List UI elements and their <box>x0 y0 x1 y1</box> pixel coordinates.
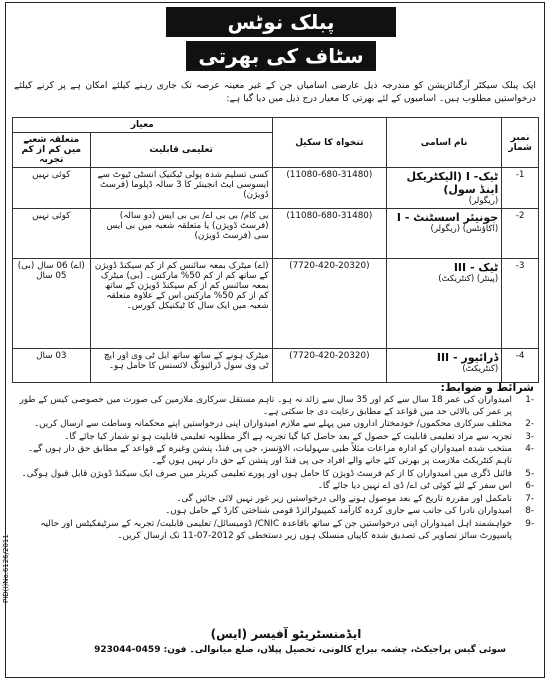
row-post <box>387 209 502 259</box>
advertisement-page <box>2 2 545 678</box>
table-row <box>13 349 539 383</box>
staff-recruitment-banner: سٹاف کی بھرتی <box>186 41 376 71</box>
condition-number: 2- <box>525 419 534 430</box>
header-criteria: معیار <box>13 118 273 133</box>
post-title: ڈرائیور - III <box>436 351 499 364</box>
post-type: (پینٹر) (کنٹریکٹ) <box>438 274 499 284</box>
list-item <box>14 469 536 481</box>
condition-number: 8- <box>525 506 534 517</box>
row-qualification: کسی تسلیم شدہ پولی ٹیکنیک انسٹی ٹیوٹ سے ایسوسی ایٹ انجینئر کا 3 سالہ ڈپلوما (فرسٹ ڈویژن) <box>90 168 272 209</box>
header-post: نام اسامی <box>387 118 502 168</box>
condition-text: منتخب شدہ امیدواران کو ادارہ مراعات مثلاً طبی سہولیات، الاؤنسز، جی پی فنڈ، پنشن وغیرہ کے قواعد کے مطابق حق دار ہوں گے۔ تاہم کنٹریکٹ ملازمت پر بھرتی کئے جانے والے افراد جی پی فنڈ اور پنشن کے حق دار نہیں ہوں گے۔ <box>27 444 512 466</box>
row-no: 3- <box>502 259 539 349</box>
post-type: (اکاؤنٹس) (ریگولر) <box>430 224 499 234</box>
list-item <box>14 444 536 467</box>
administrative-officer-title: ایڈمنسٹریٹو آفیسر (ایس) <box>210 627 362 641</box>
public-notice-banner: پبلک نوٹس <box>166 7 396 37</box>
conditions-title: شرائط و ضوابط: <box>440 381 534 394</box>
header-qualification: تعلیمی قابلیت <box>90 133 272 168</box>
row-experience: کوئی نہیں <box>13 209 91 259</box>
list-item <box>14 419 536 431</box>
row-post <box>387 168 502 209</box>
row-no: 1- <box>502 168 539 209</box>
list-item <box>14 519 536 542</box>
list-item <box>14 395 536 418</box>
conditions-list <box>14 395 536 543</box>
table-row <box>13 259 539 349</box>
condition-text: اس سفر کے لئے کوئی ٹی اے/ ڈی اے نہیں دیا جائے گا۔ <box>317 481 512 492</box>
post-type: (کنٹریکٹ) <box>462 364 499 374</box>
condition-text: خواہشمند اہل امیدواران اپنی درخواستیں جن کے ساتھ باقاعدہ CNIC/ ڈومیسائل/ تعلیمی قابلیت/ تجربہ کے سرٹیفکیٹس اور حالیہ پاسپورٹ سائز تصاویر کی تصدیق شدہ کاپیاں منسلک ہوں زیر دستخطی کو 2012-07-11 تک ارسال کریں۔ <box>40 518 512 541</box>
list-item <box>14 481 536 493</box>
row-experience: 03 سال <box>13 349 91 383</box>
condition-number: 9- <box>525 518 534 529</box>
pid-number: PID(I)No.6126/2011 <box>2 534 10 603</box>
row-experience: کوئی نہیں <box>13 168 91 209</box>
list-item <box>14 506 536 518</box>
header-experience: متعلقہ شعبے میں کم از کم تجربہ <box>13 133 91 168</box>
table-row <box>13 209 539 259</box>
condition-number: 7- <box>525 493 534 504</box>
condition-number: 5- <box>525 468 534 479</box>
row-pay: (7720-420-20320) <box>272 259 386 349</box>
header-pay: تنخواہ کا سکیل <box>272 118 386 168</box>
condition-number: 4- <box>525 444 534 455</box>
header-no: نمبر شمار <box>502 118 539 168</box>
condition-text: امیدواران کی عمر 18 سال سے کم اور 35 سال سے زائد نہ ہو۔ تاہم مستقل سرکاری ملازمین کی صورت میں خصوصی کیس کے طور پر عمر کی بالائی حد میں قواعد کے مطابق رعایت دی جا سکتی ہے۔ <box>19 395 512 417</box>
condition-text: فائنل ڈگری میں امیدواران کا از کم فرسٹ ڈویژن کا حامل ہوں اور پورے تعلیمی کیریئر میں صرف ایک سیکنڈ ڈویژن قابل قبول ہوگی۔ <box>21 468 512 479</box>
condition-number: 3- <box>525 431 534 442</box>
contact-address: سوئی گیس پراجیکٹ، چشمہ بیراج کالونی، تحصیل پپلاں، ضلع میانوالی۔ فون: 0459-923044 <box>94 645 506 655</box>
condition-text: نامکمل اور مقررہ تاریخ کے بعد موصول ہونے والی درخواستیں زیر غور نہیں لائی جائیں گی۔ <box>176 493 512 504</box>
table-row <box>13 168 539 209</box>
post-title: ٹیک - III <box>453 261 499 274</box>
row-pay: (11080-680-31480) <box>272 209 386 259</box>
intro-paragraph: ایک پبلک سیکٹر آرگنائزیشن کو مندرجہ ذیل عارضی اسامیاں جن کے غیر معینہ عرصہ تک جاری رہنے کیلئے امکان ہے پر کرنے کیلئے درخواستیں مطلوب ہیں۔ اسامیوں کے لئے بھرتی کا معیار درج ذیل میں دیا گیا ہے: <box>14 80 536 104</box>
condition-text: مختلف سرکاری محکموں/ خودمختار اداروں میں پہلے سے ملازم امیدواران اپنی درخواستیں اپنے محکمانہ وساطت سے ارسال کریں۔ <box>33 419 512 430</box>
list-item <box>14 494 536 506</box>
row-post <box>387 349 502 383</box>
condition-number: 1- <box>525 395 534 405</box>
list-item <box>14 432 536 444</box>
row-post <box>387 259 502 349</box>
row-no: 2- <box>502 209 539 259</box>
row-qualification: بی کام/ بی بی اے/ بی بی ایس (دو سالہ) (فرسٹ ڈویژن) یا متعلقہ شعبہ میں بی ایس سی (فرسٹ ڈویژن) <box>90 209 272 259</box>
condition-text: تجربہ سے مراد تعلیمی قابلیت کے حصول کے بعد حاصل کیا گیا تجربہ ہے اگر مطلوبہ تعلیمی قابلیت ہو تو شمار کیا جائے گا۔ <box>64 431 512 442</box>
condition-text: امیدواران نادرا کی جانب سے جاری کردہ کارآمد کمپیوٹرائزڈ قومی شناختی کارڈ کے حامل ہوں۔ <box>165 506 512 517</box>
row-qualification: میٹرک ہونے کے ساتھ ساتھ ایل ٹی وی اور ایچ ٹی وی سول ڈرائیونگ لائسنس کا حامل ہو۔ <box>90 349 272 383</box>
row-pay: (11080-680-31480) <box>272 168 386 209</box>
post-title: جونیئر اسسٹنٹ - I <box>396 211 499 224</box>
row-pay: (7720-420-20320) <box>272 349 386 383</box>
condition-number: 6- <box>525 481 534 492</box>
row-qualification: (اے) میٹرک بمعہ سائنس کم از کم سیکنڈ ڈویژن کے ساتھ کم از کم 50% مارکس۔ (بی) میٹرک بمعہ سائنس کم از کم سیکنڈ ڈویژن کے ساتھ کم از کم 50% مارکس اس کے علاوہ متعلقہ شعبہ میں ایک سال کا ٹیکنیکل کورس۔ <box>90 259 272 349</box>
posts-table <box>12 117 539 383</box>
row-no: 4- <box>502 349 539 383</box>
post-type: (ریگولر) <box>468 196 499 206</box>
row-experience: (اے) 06 سال (بی) 05 سال <box>13 259 91 349</box>
post-title: ٹیک- I (الیکٹریکل اینڈ سول) <box>406 170 499 196</box>
